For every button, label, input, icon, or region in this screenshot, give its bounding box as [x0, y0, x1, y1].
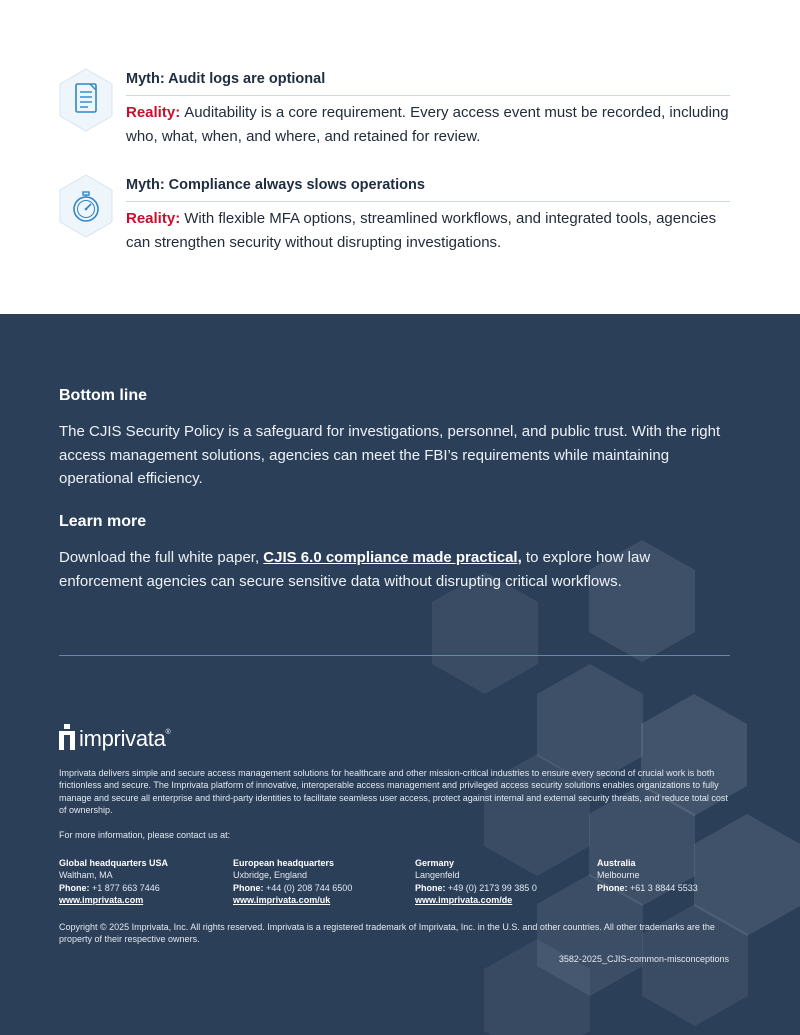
- imprivata-logo-mark-icon: [59, 724, 75, 750]
- office-germany: [415, 857, 537, 907]
- office-city: Waltham, MA: [59, 870, 113, 881]
- learn-more-text-before: Download the full white paper,: [59, 549, 264, 566]
- reality-text: [126, 101, 730, 148]
- learn-more-heading: Learn more: [59, 513, 147, 530]
- office-heading: Germany: [415, 858, 455, 868]
- office-australia: [597, 857, 698, 894]
- company-description: Imprivata delivers simple and secure access management solutions for healthcare and other mission-critical industries to ensure every second of crucial work is both frictionless and secure. The Imprivata platform of innovative, interoperable access management and privileged access security solutions enables organizations to fully manage and secure all enterprise and third-party identities to facilitate seamless user access, protect against internal and external security threats, and reduce total cost of ownership.: [59, 768, 728, 816]
- office-city: Uxbridge, England: [233, 870, 308, 881]
- white-paper-link[interactable]: CJIS 6.0 compliance made practical,: [263, 549, 522, 566]
- myth-divider: [126, 201, 730, 202]
- learn-more-text: [59, 546, 729, 593]
- office-heading: European headquarters: [233, 858, 335, 868]
- phone-label: Phone:: [59, 882, 90, 893]
- logo-trademark: ®: [165, 729, 171, 736]
- office-phone: [415, 882, 537, 894]
- imprivata-logo: [59, 720, 171, 750]
- reality-label: Reality:: [126, 104, 181, 121]
- myths-section: [0, 0, 800, 314]
- office-usa: [59, 857, 168, 907]
- office-heading: Australia: [597, 858, 636, 868]
- office-city: Melbourne: [597, 870, 640, 881]
- office-website-link[interactable]: www.imprivata.com/uk: [233, 895, 331, 906]
- office-heading: Global headquarters USA: [59, 858, 169, 868]
- phone-number: +1 877 663 7446: [89, 882, 160, 893]
- footer-divider: [59, 655, 730, 656]
- bottom-line-heading: Bottom line: [59, 387, 147, 404]
- phone-number: +44 (0) 208 744 6500: [263, 882, 353, 893]
- reality-text: [126, 207, 730, 254]
- office-europe: [233, 857, 352, 907]
- copyright-notice: Copyright © 2025 Imprivata, Inc. All rights reserved. Imprivata is a registered trademark of Imprivata, Inc. in the U.S. and other countries. All other trademarks are the property of their respective owners.: [59, 922, 715, 945]
- phone-number: +61 3 8844 5533: [627, 882, 698, 893]
- office-website-link[interactable]: www.imprivata.com: [59, 895, 144, 906]
- document-id: 3582-2025_CJIS-common-misconceptions: [558, 954, 729, 964]
- contact-intro: For more information, please contact us at:: [59, 830, 231, 840]
- office-city: Langenfeld: [415, 870, 460, 881]
- reality-label: Reality:: [126, 210, 181, 227]
- myth-title: Myth: Compliance always slows operations: [126, 177, 425, 193]
- phone-number: +49 (0) 2173 99 385 0: [445, 882, 537, 893]
- office-website-link[interactable]: www.imprivata.com/de: [415, 895, 513, 906]
- phone-label: Phone:: [597, 882, 628, 893]
- bottom-line-text: The CJIS Security Policy is a safeguard for investigations, personnel, and public trust. With the right access management solutions, agencies can meet the FBI’s requirements while maintaining operational efficiency.: [59, 423, 721, 487]
- reality-description: Auditability is a core requirement. Every access event must be recorded, including who, what, when, and where, and retained for review.: [126, 104, 729, 145]
- learn-more-text-after: to explore how law enforcement agencies can secure sensitive data without disrupting critical workflows.: [59, 549, 651, 590]
- reality-description: With flexible MFA options, streamlined workflows, and integrated tools, agencies can strengthen security without disrupting investigations.: [126, 210, 717, 251]
- phone-label: Phone:: [415, 882, 446, 893]
- stopwatch-icon: [58, 174, 114, 238]
- logo-wordmark: imprivata: [79, 726, 166, 751]
- office-phone: [59, 882, 168, 894]
- document-icon: [58, 68, 114, 132]
- myth-divider: [126, 95, 730, 96]
- footer-section: [0, 314, 800, 1035]
- office-phone: [233, 882, 352, 894]
- phone-label: Phone:: [233, 882, 264, 893]
- myth-title: Myth: Audit logs are optional: [126, 71, 326, 87]
- office-phone: [597, 882, 698, 894]
